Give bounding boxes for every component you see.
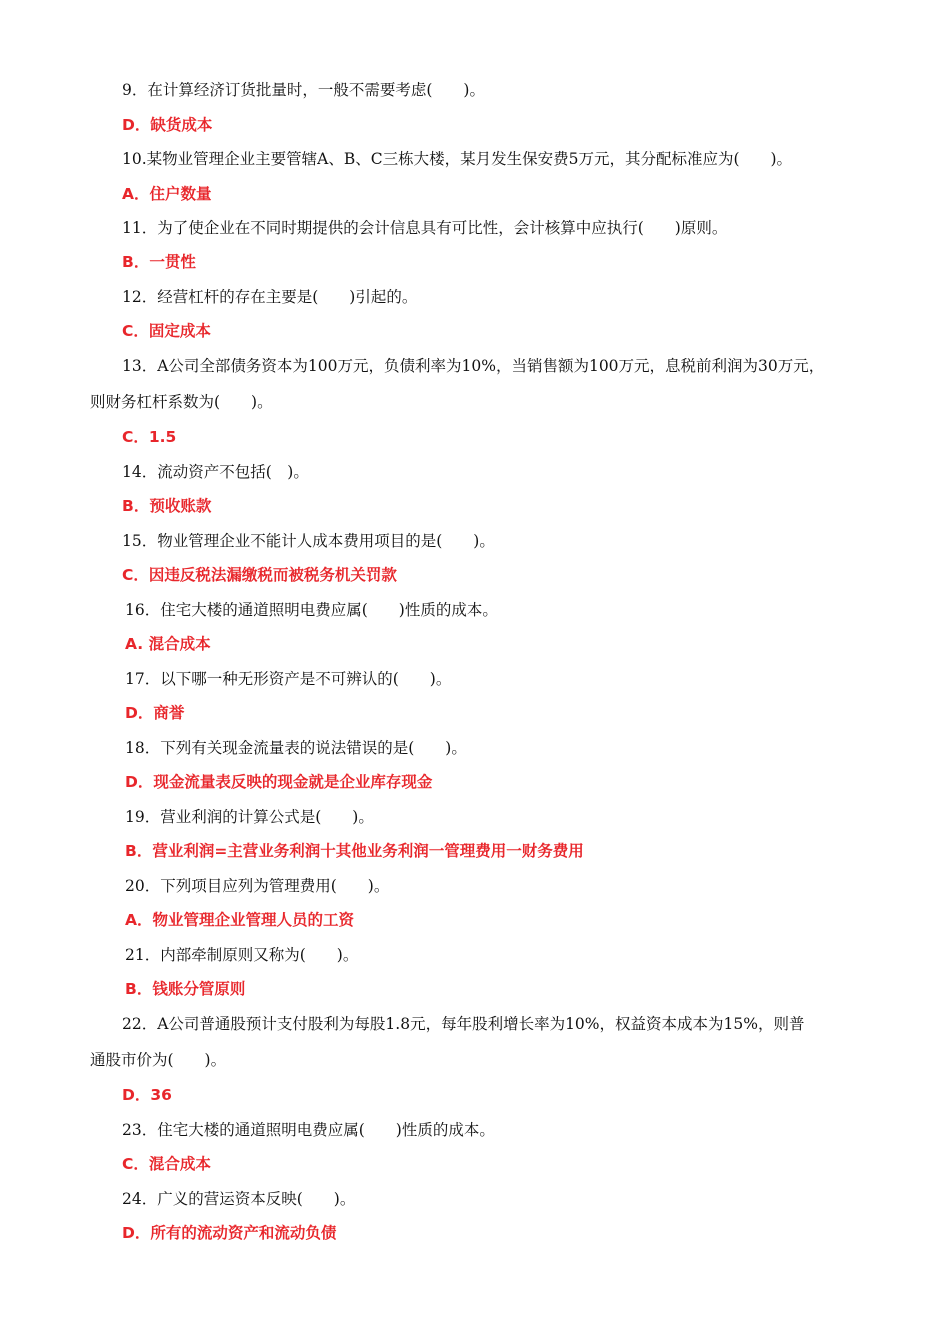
answer-17: D．商誉 xyxy=(125,704,185,722)
answer-24: D．所有的流动资产和流动负债 xyxy=(122,1224,337,1242)
answer-11: B．一贯性 xyxy=(122,253,196,271)
answer-23: C．混合成本 xyxy=(122,1155,211,1173)
answer-15: C．因违反税法漏缴税而被税务机关罚款 xyxy=(122,566,397,584)
question-9: 9．在计算经济订货批量时，一般不需要考虑( )。 xyxy=(122,81,485,99)
answer-19: B．营业利润=主营业务利润十其他业务利润一管理费用一财务费用 xyxy=(125,842,584,860)
answer-9: D．缺货成本 xyxy=(122,116,213,134)
question-17: 17．以下哪一种无形资产是不可辨认的( )。 xyxy=(125,670,452,688)
question-14: 14．流动资产不包括( )。 xyxy=(122,463,309,481)
question-12: 12．经营杠杆的存在主要是( )引起的。 xyxy=(122,288,418,306)
question-16: 16．住宅大楼的通道照明电费应属( )性质的成本。 xyxy=(125,601,498,619)
answer-18: D．现金流量表反映的现金就是企业库存现金 xyxy=(125,773,433,791)
answer-12: C．固定成本 xyxy=(122,322,211,340)
question-13-line-1: 13．A公司全部债务资本为100万元，负债利率为10%，当销售额为100万元，息税前利润为30万元， xyxy=(122,357,825,375)
question-22-line-2: 通股市价为( )。 xyxy=(90,1051,227,1069)
question-10: 10.某物业管理企业主要管辖A、B、C三栋大楼，某月发生保安费5万元，其分配标准应为( )。 xyxy=(122,150,793,168)
question-22-line-1: 22．A公司普通股预计支付股利为每股1.8元，每年股利增长率为10%，权益资本成本为15%，则普 xyxy=(122,1015,805,1033)
answer-20: A．物业管理企业管理人员的工资 xyxy=(125,911,354,929)
answer-21: B．钱账分管原则 xyxy=(125,980,246,998)
question-23: 23．住宅大楼的通道照明电费应属( )性质的成本。 xyxy=(122,1121,495,1139)
question-21: 21．内部牵制原则又称为( )。 xyxy=(125,946,359,964)
question-19: 19．营业利润的计算公式是( )。 xyxy=(125,808,374,826)
answer-16: A. 混合成本 xyxy=(125,635,211,653)
question-24: 24．广义的营运资本反映( )。 xyxy=(122,1190,356,1208)
question-11: 11．为了使企业在不同时期提供的会计信息具有可比性，会计核算中应执行( )原则。 xyxy=(122,219,728,237)
answer-14: B．预收账款 xyxy=(122,497,212,515)
question-15: 15．物业管理企业不能计人成本费用项目的是( )。 xyxy=(122,532,495,550)
question-13-line-2: 则财务杠杆系数为( )。 xyxy=(90,393,273,411)
question-20: 20．下列项目应列为管理费用( )。 xyxy=(125,877,390,895)
answer-13: C．1.5 xyxy=(122,428,177,446)
question-18: 18．下列有关现金流量表的说法错误的是( )。 xyxy=(125,739,467,757)
answer-10: A．住户数量 xyxy=(122,185,212,203)
answer-22: D．36 xyxy=(122,1086,172,1104)
